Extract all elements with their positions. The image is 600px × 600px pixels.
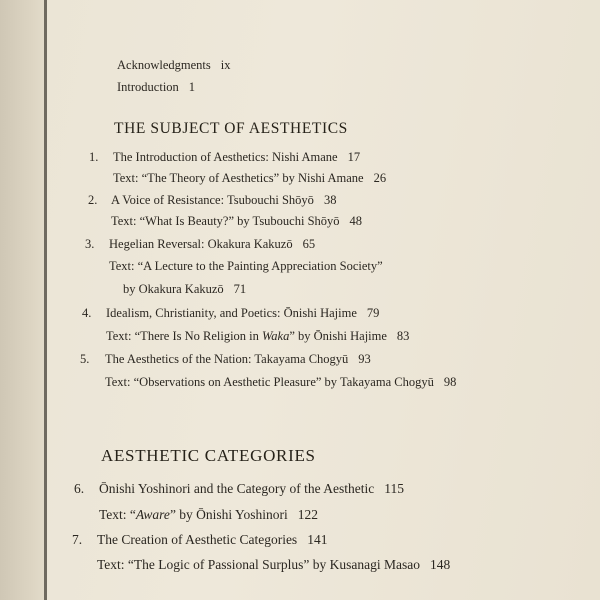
chapter-entry (113, 150, 360, 165)
text-entry (97, 557, 450, 573)
chapter-entry (111, 193, 336, 208)
chapter-title: The Creation of Aesthetic Categories (97, 532, 298, 547)
text-page-number: 98 (443, 375, 457, 389)
text-author: by Okakura Kakuzō (123, 282, 224, 296)
chapter-title: Hegelian Reversal: Okakura Kakuzō (109, 237, 293, 251)
toc-page-number: 1 (188, 80, 196, 94)
chapter-title: Ōnishi Yoshinori and the Category of the Aesthetic (99, 481, 375, 496)
text-entry (105, 375, 456, 390)
chapter-entry (99, 481, 404, 497)
text-title: Text: “A Lecture to the Painting Appreciation Society” (109, 259, 383, 273)
text-entry (106, 329, 409, 344)
chapter-page-number: 115 (384, 481, 404, 496)
chapter-entry (106, 306, 379, 321)
toc-title: Acknowledgments (117, 58, 211, 72)
text-entry (109, 259, 383, 274)
toc-entry-acknowledgments (117, 58, 230, 73)
chapter-title: The Introduction of Aesthetics: Nishi Amane (113, 150, 338, 164)
text-entry-continuation (123, 282, 246, 297)
text-title-start: Text: “ (99, 507, 136, 522)
text-entry (113, 171, 386, 186)
section-heading: AESTHETIC CATEGORIES (101, 446, 316, 465)
text-title-italic: Waka (262, 329, 290, 343)
chapter-number: 3. (85, 237, 95, 251)
chapter-number: 5. (80, 352, 90, 366)
text-page-number: 48 (349, 214, 363, 228)
chapter-title: The Aesthetics of the Nation: Takayama Chogyū (105, 352, 349, 366)
text-title: Text: “Observations on Aesthetic Pleasure” by Takayama Chogyū (105, 375, 434, 389)
chapter-number: 4. (82, 306, 92, 320)
toc-entry-introduction (117, 80, 195, 95)
chapter-title: Idealism, Christianity, and Poetics: Ōnishi Hajime (106, 306, 357, 320)
text-title-start: Text: “There Is No Religion in (106, 329, 263, 343)
toc-title: Introduction (117, 80, 179, 94)
chapter-entry (97, 532, 327, 548)
chapter-number: 7. (72, 532, 83, 547)
text-title-italic: Aware (135, 507, 170, 522)
text-page-number: 71 (233, 282, 247, 296)
chapter-page-number: 38 (323, 193, 337, 207)
chapter-page-number: 79 (366, 306, 380, 320)
text-page-number: 83 (396, 329, 410, 343)
chapter-number: 1. (89, 150, 99, 164)
toc-page-number: ix (220, 58, 231, 72)
text-title-end: ” by Ōnishi Hajime (289, 329, 387, 343)
chapter-number: 6. (74, 481, 85, 496)
text-page-number: 148 (430, 557, 451, 572)
text-entry (99, 507, 318, 523)
chapter-page-number: 17 (347, 150, 361, 164)
chapter-title: A Voice of Resistance: Tsubouchi Shōyō (111, 193, 314, 207)
text-page-number: 26 (373, 171, 387, 185)
chapter-entry (105, 352, 371, 367)
text-title: Text: “The Theory of Aesthetics” by Nishi Amane (113, 171, 364, 185)
section-heading: THE SUBJECT OF AESTHETICS (114, 120, 348, 137)
chapter-number: 2. (88, 193, 98, 207)
text-title-end: ” by Ōnishi Yoshinori (169, 507, 288, 522)
chapter-page-number: 93 (358, 352, 371, 366)
text-title: Text: “What Is Beauty?” by Tsubouchi Shōyō (111, 214, 340, 228)
chapter-page-number: 141 (307, 532, 328, 547)
text-entry (111, 214, 362, 229)
chapter-entry (109, 237, 315, 252)
previous-page-edge (0, 0, 46, 600)
chapter-page-number: 65 (302, 237, 316, 251)
text-title: Text: “The Logic of Passional Surplus” by Kusanagi Masao (97, 557, 420, 572)
text-page-number: 122 (297, 507, 318, 522)
